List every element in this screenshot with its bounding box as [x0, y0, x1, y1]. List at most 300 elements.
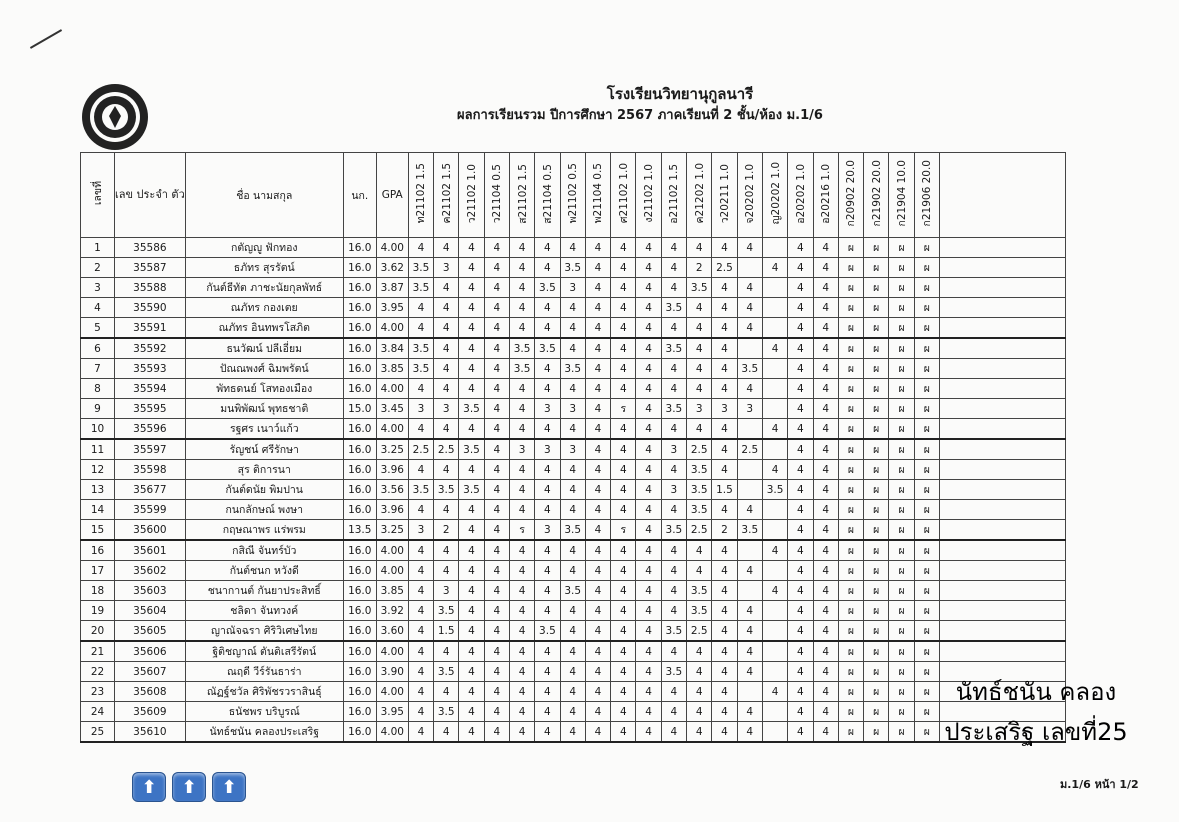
- blank-cell: [940, 419, 1066, 440]
- grade-cell: 4: [484, 399, 509, 419]
- student-id: 35608: [115, 682, 186, 702]
- grade-cell: 3.5: [459, 439, 484, 460]
- grade-cell: 3: [712, 399, 737, 419]
- table-row: [81, 379, 1066, 399]
- grade-cell: 4: [611, 278, 636, 298]
- grade-cell: 4: [611, 338, 636, 359]
- grade-cell: 3.5: [408, 480, 433, 500]
- grade-cell: 4: [408, 500, 433, 520]
- grade-cell: 4: [687, 722, 712, 743]
- credits: 16.0: [343, 379, 376, 399]
- grade-cell: 4: [459, 702, 484, 722]
- grade-cell: 4: [788, 439, 813, 460]
- row-no: 1: [81, 238, 115, 258]
- grade-cell: 4: [661, 641, 686, 662]
- arrow-up-icon[interactable]: ⬆: [212, 772, 246, 802]
- gpa: 4.00: [376, 682, 408, 702]
- header-subject: [611, 153, 636, 238]
- grade-cell: ผ: [864, 682, 889, 702]
- subject-code: ว21104 0.5: [491, 163, 504, 224]
- grade-cell: 4: [509, 682, 534, 702]
- header-blank: [940, 153, 1066, 238]
- grade-cell: 4: [636, 460, 661, 480]
- header-subject: [661, 153, 686, 238]
- grade-cell: 4: [762, 258, 787, 278]
- grade-cell: 4: [661, 379, 686, 399]
- grade-cell: ผ: [838, 662, 863, 682]
- grade-cell: 4: [636, 682, 661, 702]
- row-no: 7: [81, 359, 115, 379]
- grade-cell: 4: [712, 601, 737, 621]
- grade-cell: [737, 581, 762, 601]
- grade-cell: 4: [611, 662, 636, 682]
- table-row: [81, 561, 1066, 581]
- grade-cell: 4: [813, 722, 838, 743]
- grade-cell: ผ: [914, 561, 939, 581]
- subject-code: ง21102 1.0: [643, 164, 656, 223]
- grade-cell: 3.5: [687, 278, 712, 298]
- credits: 16.0: [343, 298, 376, 318]
- grade-cell: 4: [585, 460, 610, 480]
- grade-cell: 3.5: [661, 338, 686, 359]
- grade-cell: 4: [585, 419, 610, 440]
- grade-cell: [762, 601, 787, 621]
- grade-cell: 4: [509, 460, 534, 480]
- grade-cell: 4: [611, 258, 636, 278]
- row-no: 23: [81, 682, 115, 702]
- grade-cell: 4: [585, 298, 610, 318]
- grade-cell: 4: [737, 722, 762, 743]
- grade-cell: 4: [611, 500, 636, 520]
- grade-cell: ผ: [838, 500, 863, 520]
- grade-cell: 4: [712, 722, 737, 743]
- grade-cell: 2.5: [737, 439, 762, 460]
- subject-code: อ20216 1.0: [820, 163, 833, 224]
- student-name: กนกลักษณ์ พงษา: [185, 500, 343, 520]
- grade-cell: 3: [687, 399, 712, 419]
- grade-cell: ผ: [889, 540, 914, 561]
- grade-cell: 4: [408, 419, 433, 440]
- grade-cell: 3.5: [560, 581, 585, 601]
- grade-cell: 4: [788, 500, 813, 520]
- student-id: 35599: [115, 500, 186, 520]
- grade-cell: 4: [585, 621, 610, 642]
- grade-cell: 4: [762, 540, 787, 561]
- grade-cell: 4: [813, 439, 838, 460]
- grade-cell: 4: [813, 399, 838, 419]
- grade-cell: 4: [737, 621, 762, 642]
- grade-cell: 2.5: [408, 439, 433, 460]
- school-seal-icon: [80, 82, 150, 152]
- grade-cell: 4: [712, 298, 737, 318]
- grade-cell: 4: [560, 561, 585, 581]
- table-row: [81, 540, 1066, 561]
- grade-cell: ผ: [838, 278, 863, 298]
- grade-cell: 4: [661, 238, 686, 258]
- grade-cell: ผ: [838, 338, 863, 359]
- header-gpa: GPA: [376, 153, 408, 238]
- grade-cell: ผ: [889, 601, 914, 621]
- grade-cell: [762, 238, 787, 258]
- grade-cell: ผ: [889, 419, 914, 440]
- grade-cell: 3.5: [737, 359, 762, 379]
- gpa: 4.00: [376, 238, 408, 258]
- grade-cell: 3.5: [535, 338, 560, 359]
- table-row: [81, 500, 1066, 520]
- grade-cell: 4: [535, 419, 560, 440]
- grade-cell: ผ: [914, 359, 939, 379]
- grade-cell: 4: [585, 500, 610, 520]
- header-subject: [762, 153, 787, 238]
- grade-cell: 3: [560, 399, 585, 419]
- grade-cell: 4: [762, 581, 787, 601]
- grade-cell: 4: [712, 359, 737, 379]
- grade-cell: 4: [484, 359, 509, 379]
- grade-cell: 4: [813, 480, 838, 500]
- gpa: 3.90: [376, 662, 408, 682]
- grade-cell: 4: [434, 318, 459, 339]
- gpa: 3.62: [376, 258, 408, 278]
- grade-cell: 4: [484, 318, 509, 339]
- grade-cell: 4: [535, 298, 560, 318]
- grade-cell: 3.5: [661, 621, 686, 642]
- grade-cell: 4: [434, 500, 459, 520]
- grade-cell: ผ: [914, 318, 939, 339]
- grade-cell: 4: [560, 238, 585, 258]
- grade-cell: 4: [459, 318, 484, 339]
- student-id: 35603: [115, 581, 186, 601]
- student-id: 35595: [115, 399, 186, 419]
- blank-cell: [940, 298, 1066, 318]
- subject-code: ท21102 1.5: [415, 163, 428, 224]
- credits: 16.0: [343, 439, 376, 460]
- grade-cell: 4: [661, 419, 686, 440]
- student-id: 35596: [115, 419, 186, 440]
- grade-cell: ผ: [914, 258, 939, 278]
- grade-cell: 4: [585, 662, 610, 682]
- grade-cell: 2: [712, 520, 737, 541]
- student-name: กฤษณาพร แร่พรม: [185, 520, 343, 541]
- grade-cell: 4: [434, 359, 459, 379]
- grade-cell: ผ: [889, 399, 914, 419]
- grade-cell: 4: [408, 682, 433, 702]
- grade-cell: ผ: [889, 318, 914, 339]
- grade-cell: ผ: [838, 298, 863, 318]
- grade-cell: 4: [434, 722, 459, 743]
- student-id: 35600: [115, 520, 186, 541]
- grade-cell: 3.5: [434, 702, 459, 722]
- grade-cell: 4: [484, 722, 509, 743]
- grade-cell: ผ: [914, 682, 939, 702]
- grade-cell: 4: [687, 318, 712, 339]
- grade-cell: 4: [687, 702, 712, 722]
- grade-cell: 4: [788, 318, 813, 339]
- grade-cell: ผ: [914, 520, 939, 541]
- grade-cell: 4: [408, 460, 433, 480]
- row-no: 11: [81, 439, 115, 460]
- grade-cell: ผ: [914, 338, 939, 359]
- row-no: 20: [81, 621, 115, 642]
- grade-cell: 3.5: [434, 662, 459, 682]
- grade-cell: 4: [459, 682, 484, 702]
- grade-cell: 4: [509, 379, 534, 399]
- grade-cell: 3.5: [661, 520, 686, 541]
- grade-cell: ผ: [864, 419, 889, 440]
- grade-cell: 4: [509, 702, 534, 722]
- header-subject: [914, 153, 939, 238]
- student-id: 35591: [115, 318, 186, 339]
- grade-cell: 4: [712, 540, 737, 561]
- grade-cell: 4: [813, 702, 838, 722]
- table-row: [81, 278, 1066, 298]
- credits: 16.0: [343, 278, 376, 298]
- grade-cell: 4: [408, 318, 433, 339]
- blank-cell: [940, 399, 1066, 419]
- grade-cell: 4: [408, 238, 433, 258]
- credits: 16.0: [343, 359, 376, 379]
- grade-cell: 4: [484, 682, 509, 702]
- grade-cell: 4: [712, 702, 737, 722]
- grade-cell: 4: [611, 621, 636, 642]
- grade-cell: 4: [535, 359, 560, 379]
- grade-cell: 4: [813, 581, 838, 601]
- grade-cell: 3.5: [408, 278, 433, 298]
- gpa: 3.87: [376, 278, 408, 298]
- table-row: [81, 318, 1066, 339]
- grade-cell: 4: [585, 480, 610, 500]
- grade-cell: 4: [408, 662, 433, 682]
- grade-cell: 4: [408, 581, 433, 601]
- grade-cell: ร: [611, 399, 636, 419]
- blank-cell: [940, 641, 1066, 662]
- grade-cell: ผ: [889, 581, 914, 601]
- grade-cell: 4: [636, 561, 661, 581]
- grade-cell: ผ: [838, 439, 863, 460]
- credits: 16.0: [343, 500, 376, 520]
- student-name: กันต์ธีทัต ภาชะนัยกุลพัทธ์: [185, 278, 343, 298]
- grade-cell: ผ: [889, 682, 914, 702]
- grade-cell: 4: [459, 419, 484, 440]
- grade-cell: 4: [788, 298, 813, 318]
- grade-cell: 4: [813, 419, 838, 440]
- grade-cell: ผ: [889, 480, 914, 500]
- gpa: 4.00: [376, 318, 408, 339]
- grade-cell: 4: [661, 278, 686, 298]
- grade-cell: 4: [585, 601, 610, 621]
- table-row: [81, 520, 1066, 541]
- blank-cell: [940, 338, 1066, 359]
- grade-cell: 4: [535, 601, 560, 621]
- grade-cell: 4: [535, 238, 560, 258]
- subject-code: ส21104 0.5: [541, 163, 554, 224]
- grade-cell: 3: [408, 520, 433, 541]
- grade-cell: ผ: [889, 561, 914, 581]
- grade-cell: 4: [788, 601, 813, 621]
- grade-cell: ผ: [914, 238, 939, 258]
- grade-cell: 4: [611, 641, 636, 662]
- table-row: [81, 581, 1066, 601]
- grade-cell: 4: [762, 460, 787, 480]
- grade-cell: 4: [712, 278, 737, 298]
- grade-cell: 4: [788, 359, 813, 379]
- grade-cell: ผ: [838, 480, 863, 500]
- subject-code: ญ20202 1.0: [769, 162, 782, 225]
- student-id: 35597: [115, 439, 186, 460]
- grade-cell: 4: [484, 662, 509, 682]
- row-no: 16: [81, 540, 115, 561]
- row-no: 17: [81, 561, 115, 581]
- header-subject: [838, 153, 863, 238]
- grade-cell: 4: [585, 561, 610, 581]
- grade-cell: 3: [535, 439, 560, 460]
- student-name: พัทธดนย์ โสทองเมือง: [185, 379, 343, 399]
- grade-cell: ผ: [914, 480, 939, 500]
- header-subject: [509, 153, 534, 238]
- grade-cell: 4: [484, 581, 509, 601]
- grade-cell: 4: [737, 379, 762, 399]
- grade-cell: 4: [509, 298, 534, 318]
- student-name: ญาณัจฉรา ศิริวิเศษไทย: [185, 621, 343, 642]
- grade-cell: 4: [636, 722, 661, 743]
- grade-cell: 3: [661, 480, 686, 500]
- student-name: กสิณี จันทร์บัว: [185, 540, 343, 561]
- grade-cell: 3.5: [560, 258, 585, 278]
- credits: 16.0: [343, 682, 376, 702]
- grade-cell: 3: [434, 258, 459, 278]
- grade-cell: ผ: [864, 399, 889, 419]
- gpa: 4.00: [376, 641, 408, 662]
- blank-cell: [940, 561, 1066, 581]
- student-id: 35586: [115, 238, 186, 258]
- grade-cell: 4: [636, 601, 661, 621]
- subject-code: ว20211 1.0: [718, 163, 731, 224]
- grade-cell: 4: [813, 601, 838, 621]
- grade-cell: ผ: [838, 379, 863, 399]
- grade-cell: 4: [813, 379, 838, 399]
- grade-cell: 4: [585, 520, 610, 541]
- grade-cell: 3: [535, 399, 560, 419]
- grade-cell: 3.5: [762, 480, 787, 500]
- grade-cell: 4: [509, 621, 534, 642]
- grade-cell: 4: [636, 662, 661, 682]
- pen-stroke: [30, 29, 62, 49]
- grade-cell: 4: [459, 379, 484, 399]
- grade-cell: 3.5: [737, 520, 762, 541]
- table-row: [81, 460, 1066, 480]
- subject-code: อ20202 1.0: [794, 163, 807, 224]
- arrow-up-icon[interactable]: ⬆: [132, 772, 166, 802]
- grade-cell: [762, 379, 787, 399]
- gpa: 3.85: [376, 581, 408, 601]
- grade-cell: [762, 439, 787, 460]
- table-row: [81, 662, 1066, 682]
- grade-cell: 4: [509, 419, 534, 440]
- gpa: 3.60: [376, 621, 408, 642]
- arrow-up-icon[interactable]: ⬆: [172, 772, 206, 802]
- blank-cell: [940, 581, 1066, 601]
- grade-cell: 4: [585, 399, 610, 419]
- grade-cell: ผ: [864, 318, 889, 339]
- row-no: 22: [81, 662, 115, 682]
- grade-cell: 4: [408, 540, 433, 561]
- subject-code: ก21904 10.0: [896, 160, 909, 227]
- grade-cell: 4: [636, 702, 661, 722]
- gpa: 3.45: [376, 399, 408, 419]
- gpa: 4.00: [376, 540, 408, 561]
- grade-cell: 4: [459, 662, 484, 682]
- grade-cell: ผ: [838, 520, 863, 541]
- grade-cell: 4: [408, 298, 433, 318]
- grade-cell: 4: [661, 601, 686, 621]
- grade-cell: 4: [509, 318, 534, 339]
- credits: 16.0: [343, 702, 376, 722]
- grade-cell: ผ: [914, 581, 939, 601]
- scroll-arrows: [132, 772, 246, 802]
- subject-code: ก21906 20.0: [921, 160, 934, 227]
- grade-cell: 4: [509, 540, 534, 561]
- grade-cell: 4: [459, 278, 484, 298]
- grade-cell: [737, 338, 762, 359]
- grade-cell: 4: [712, 621, 737, 642]
- grade-cell: 4: [484, 258, 509, 278]
- credits: 16.0: [343, 581, 376, 601]
- grade-cell: 4: [408, 601, 433, 621]
- blank-cell: [940, 359, 1066, 379]
- grade-cell: 2.5: [712, 258, 737, 278]
- student-id: 35602: [115, 561, 186, 581]
- grade-cell: ผ: [889, 278, 914, 298]
- grade-cell: [737, 419, 762, 440]
- grade-cell: 2.5: [687, 621, 712, 642]
- grade-cell: 4: [636, 359, 661, 379]
- grade-cell: 4: [712, 238, 737, 258]
- grade-cell: 4: [788, 641, 813, 662]
- header-no: เลขที่: [81, 153, 115, 238]
- grade-cell: ผ: [864, 520, 889, 541]
- grade-cell: 4: [585, 581, 610, 601]
- grade-cell: 4: [661, 702, 686, 722]
- table-row: [81, 298, 1066, 318]
- row-no: 19: [81, 601, 115, 621]
- grade-cell: 4: [535, 682, 560, 702]
- grade-cell: 4: [585, 641, 610, 662]
- grade-cell: 4: [788, 702, 813, 722]
- grade-cell: ผ: [914, 298, 939, 318]
- grade-cell: ผ: [838, 460, 863, 480]
- grade-cell: ผ: [864, 662, 889, 682]
- student-name: ณภัทร อินทพรโสภิต: [185, 318, 343, 339]
- grade-cell: 4: [509, 500, 534, 520]
- header-subject: [889, 153, 914, 238]
- grade-cell: 4: [813, 520, 838, 541]
- subject-code: ศ21102 1.0: [617, 163, 630, 224]
- grade-cell: 4: [535, 480, 560, 500]
- table-row: [81, 399, 1066, 419]
- grade-cell: ผ: [914, 379, 939, 399]
- grade-cell: 4: [585, 682, 610, 702]
- row-no: 14: [81, 500, 115, 520]
- table-row: [81, 682, 1066, 702]
- grade-cell: 4: [712, 439, 737, 460]
- gpa: 3.25: [376, 520, 408, 541]
- grade-cell: ผ: [864, 641, 889, 662]
- grade-cell: ผ: [838, 258, 863, 278]
- credits: 16.0: [343, 318, 376, 339]
- grade-cell: 4: [611, 682, 636, 702]
- grade-cell: [737, 682, 762, 702]
- credits: 16.0: [343, 480, 376, 500]
- subject-code: ก21902 20.0: [870, 160, 883, 227]
